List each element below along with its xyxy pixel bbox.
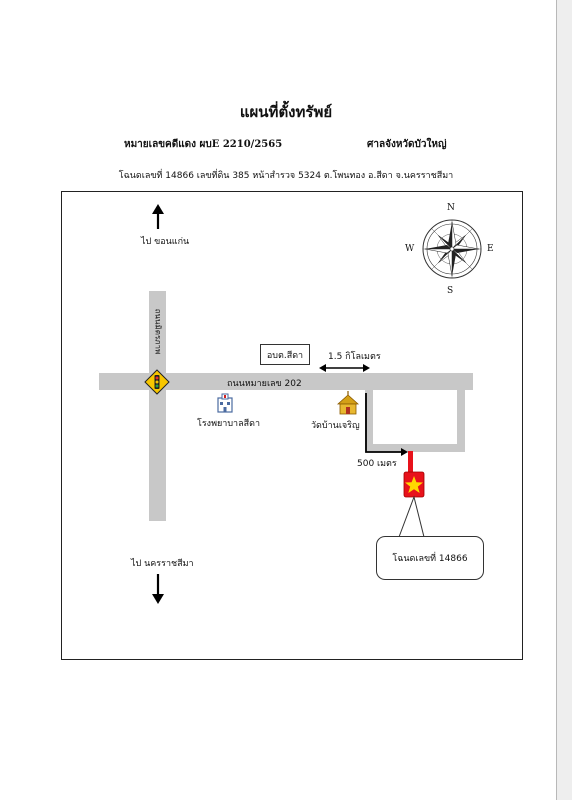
temple-label: วัดบ้านเจริญ — [311, 421, 360, 431]
map-title: แผนที่ตั้งทรัพย์ — [239, 103, 333, 121]
district-office-box — [260, 344, 310, 365]
case-number: หมายเลขคดีแดง ผบE 2210/2565 — [124, 139, 283, 150]
compass-e-label: E — [487, 244, 494, 254]
distance-arrow-km — [319, 364, 370, 372]
plot-callout-label: โฉนดเลขที่ 14866 — [392, 554, 468, 564]
distance-m-label: 500 เมตร — [357, 459, 397, 469]
south-direction-label: ไป นครราชสีมา — [131, 559, 194, 569]
access-path — [408, 451, 413, 473]
hospital-label: โรงพยาบาลสีดา — [197, 419, 260, 429]
north-direction-label: ไป ขอนแก่น — [141, 237, 190, 247]
compass-rose-icon — [423, 220, 481, 278]
plot-callout — [376, 536, 484, 580]
compass-n-label: N — [447, 203, 455, 213]
property-info: โฉนดเลขที่ 14866 เลขที่ดิน 385 หน้าสำรวจ 5324 ต.โพนทอง อ.สีดา จ.นครราชสีมา — [118, 171, 454, 181]
court-name: ศาลจังหวัดบัวใหญ่ — [367, 139, 447, 150]
south-arrow-icon — [152, 574, 164, 604]
side-road — [365, 390, 465, 452]
map-canvas — [61, 191, 523, 660]
district-office-label: อบต.สีดา — [266, 350, 304, 361]
compass-s-label: S — [447, 286, 454, 296]
vertical-road-label: ถนนมิตรภาพ — [153, 308, 163, 355]
hospital-icon — [218, 394, 232, 412]
temple-icon — [338, 391, 358, 414]
compass-w-label: W — [405, 244, 415, 254]
main-road-label: ถนนหมายเลข 202 — [227, 379, 302, 389]
star-marker-icon — [404, 472, 424, 497]
distance-km-label: 1.5 กิโลเมตร — [328, 352, 381, 362]
callout-pointer — [399, 497, 424, 537]
north-arrow-icon — [152, 204, 164, 229]
